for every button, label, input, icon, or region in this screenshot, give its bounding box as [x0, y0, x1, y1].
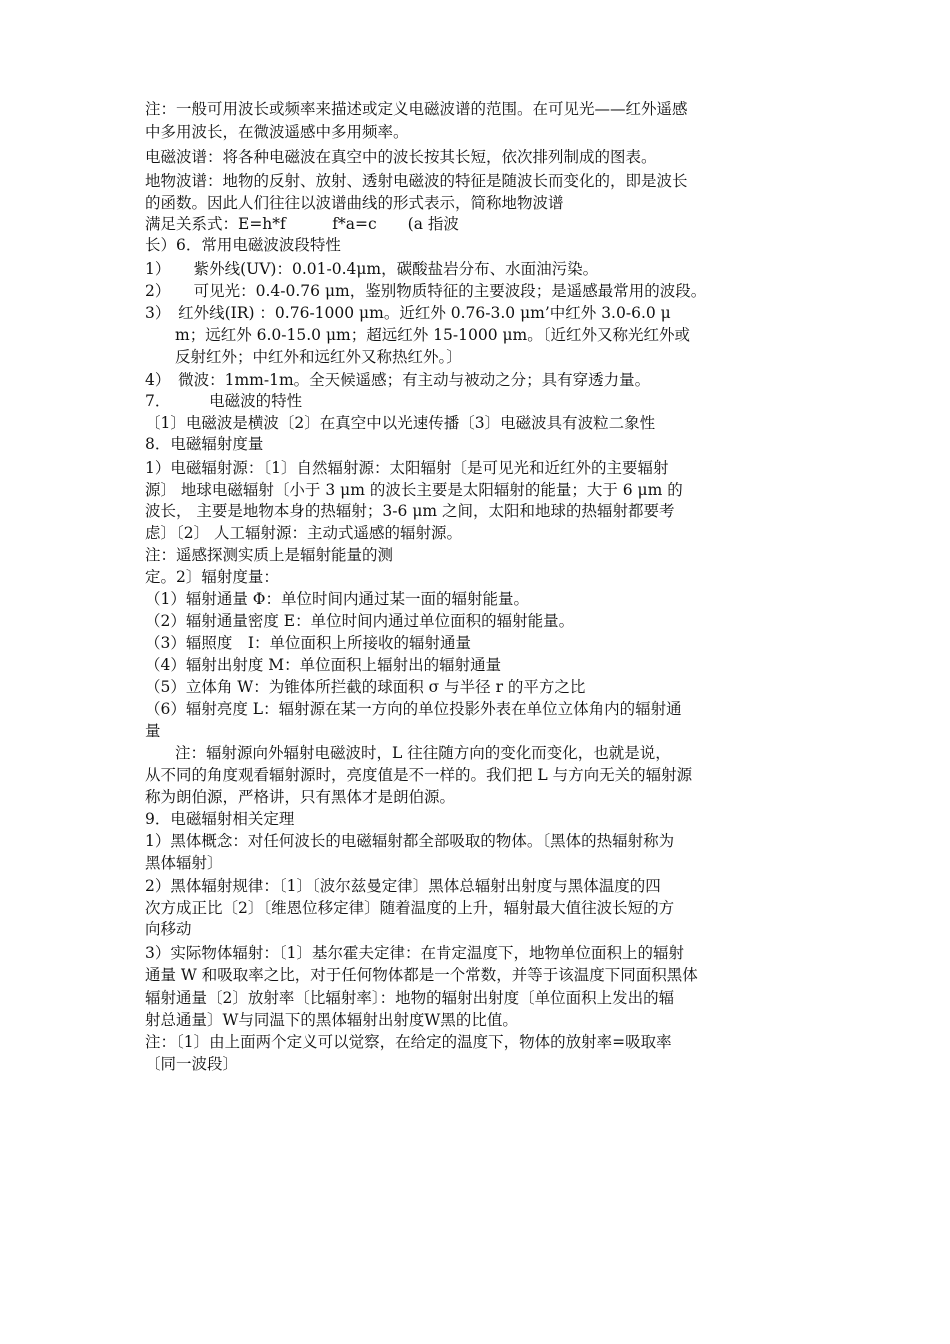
note-line: 注：一般可用波长或频率来描述或定义电磁波谱的范围。在可见光——红外遥感 — [145, 100, 688, 118]
note-line: 注：〔1〕由上面两个定义可以觉察，在给定的温度下，物体的放射率=吸取率 — [145, 1033, 672, 1051]
section-heading: 长）6．常用电磁波波段特性 — [145, 236, 341, 254]
text-line: 2）黑体辐射规律：〔1〕〔波尔兹曼定律〕黑体总辐射出射度与黑体温度的四 — [145, 877, 661, 895]
text-line: 向移动 — [145, 920, 192, 938]
list-item: （6）辐射亮度 L：辐射源在某一方向的单位投影外表在单位立体角内的辐射通 — [145, 700, 682, 718]
text-line: 通量 W 和吸取率之比，对于任何物体都是一个常数，并等于该温度下同面积黑体 — [145, 966, 698, 984]
text-line: 〔1〕电磁波是横波〔2〕在真空中以光速传播〔3〕电磁波具有波粒二象性 — [145, 414, 656, 432]
list-item: 4） 微波：1mm-1m。全天候遥感；有主动与被动之分；具有穿透力量。 — [145, 371, 651, 389]
note-line: 从不同的角度观看辐射源时，亮度值是不一样的。我们把 L 与方向无关的辐射源 — [145, 766, 693, 784]
list-item: 1） 紫外线(UV)：0.01-0.4μm，碳酸盐岩分布、水面油污染。 — [145, 260, 599, 278]
note-line: 〔同一波段〕 — [145, 1055, 239, 1073]
text-line: 1）电磁辐射源：〔1〕自然辐射源：太阳辐射〔是可见光和近红外的主要辐射 — [145, 459, 669, 477]
list-item: 3） 红外线(IR) ：0.76-1000 μm。近红外 0.76-3.0 μm’中红外 3.0-6.0 μ — [145, 304, 671, 322]
definition-line: 地物波谱：地物的反射、放射、透射电磁波的特征是随波长而变化的，即是波长 — [145, 172, 688, 190]
list-item: （3）辐照度 I：单位面积上所接收的辐射通量 — [145, 634, 471, 652]
text-line: 次方成正比〔2〕〔维恩位移定律〕随着温度的上升，辐射最大值往波长短的方 — [145, 899, 675, 917]
list-item-continued: 量 — [145, 722, 161, 740]
text-line: 波长， 主要是地物本身的热辐射；3-6 μm 之间，太阳和地球的热辐射都要考 — [145, 502, 675, 520]
list-item-continued: 反射红外；中红外和远红外又称热红外。〕 — [175, 348, 462, 366]
section-heading: 7． 电磁波的特性 — [145, 392, 303, 410]
list-item-continued: m；远红外 6.0-15.0 μm；超远红外 15-1000 μm。〔近红外又称光红外或 — [175, 326, 691, 344]
text-line: 虑〕〔2〕 人工辐射源：主动式遥感的辐射源。 — [145, 524, 463, 542]
text-line: 3）实际物体辐射：〔1〕基尔霍夫定律：在肯定温度下，地物单位面积上的辐射 — [145, 944, 684, 962]
note-line: 注：辐射源向外辐射电磁波时，L 往往随方向的变化而变化，也就是说， — [175, 744, 671, 762]
list-item: （5）立体角 W：为锥体所拦截的球面积 σ 与半径 r 的平方之比 — [145, 678, 586, 696]
text-line: 辐射通量〔2〕放射率〔比辐射率〕：地物的辐射出射度〔单位面积上发出的辐 — [145, 989, 675, 1007]
list-item: 2） 可见光：0.4-0.76 μm，鉴别物质特征的主要波段；是遥感最常用的波段。 — [145, 282, 707, 300]
text-line: 射总通量〕W与同温下的黑体辐射出射度W黑的比值。 — [145, 1011, 518, 1029]
definition-line: 的函数。因此人们往往以波谱曲线的形式表示，简称地物波谱 — [145, 194, 564, 212]
section-heading: 9．电磁辐射相关定理 — [145, 810, 295, 828]
list-item: （4）辐射出射度 M：单位面积上辐射出的辐射通量 — [145, 656, 502, 674]
note-line: 中多用波长，在微波遥感中多用频率。 — [145, 123, 409, 141]
text-line: 黑体辐射〕 — [145, 854, 223, 872]
section-heading: 8．电磁辐射度量 — [145, 435, 264, 453]
note-line: 称为朗伯源，严格讲，只有黑体才是朗伯源。 — [145, 788, 456, 806]
list-item: （1）辐射通量 Φ：单位时间内通过某一面的辐射能量。 — [145, 590, 529, 608]
text-line: 1）黑体概念：对任何波长的电磁辐射都全部吸取的物体。〔黑体的热辐射称为 — [145, 832, 675, 850]
text-line: 定。2〕辐射度量： — [145, 568, 279, 586]
formula-line: 满足关系式：E=h*f f*a=c (a 指波 — [145, 215, 459, 233]
note-line: 注：遥感探测实质上是辐射能量的测 — [145, 546, 394, 564]
text-line: 源〕 地球电磁辐射〔小于 3 μm 的波长主要是太阳辐射的能量；大于 6 μm 的 — [145, 481, 683, 499]
definition-line: 电磁波谱：将各种电磁波在真空中的波长按其长短，依次排列制成的图表。 — [145, 148, 657, 166]
list-item: （2）辐射通量密度 E：单位时间内通过单位面积的辐射能量。 — [145, 612, 575, 630]
